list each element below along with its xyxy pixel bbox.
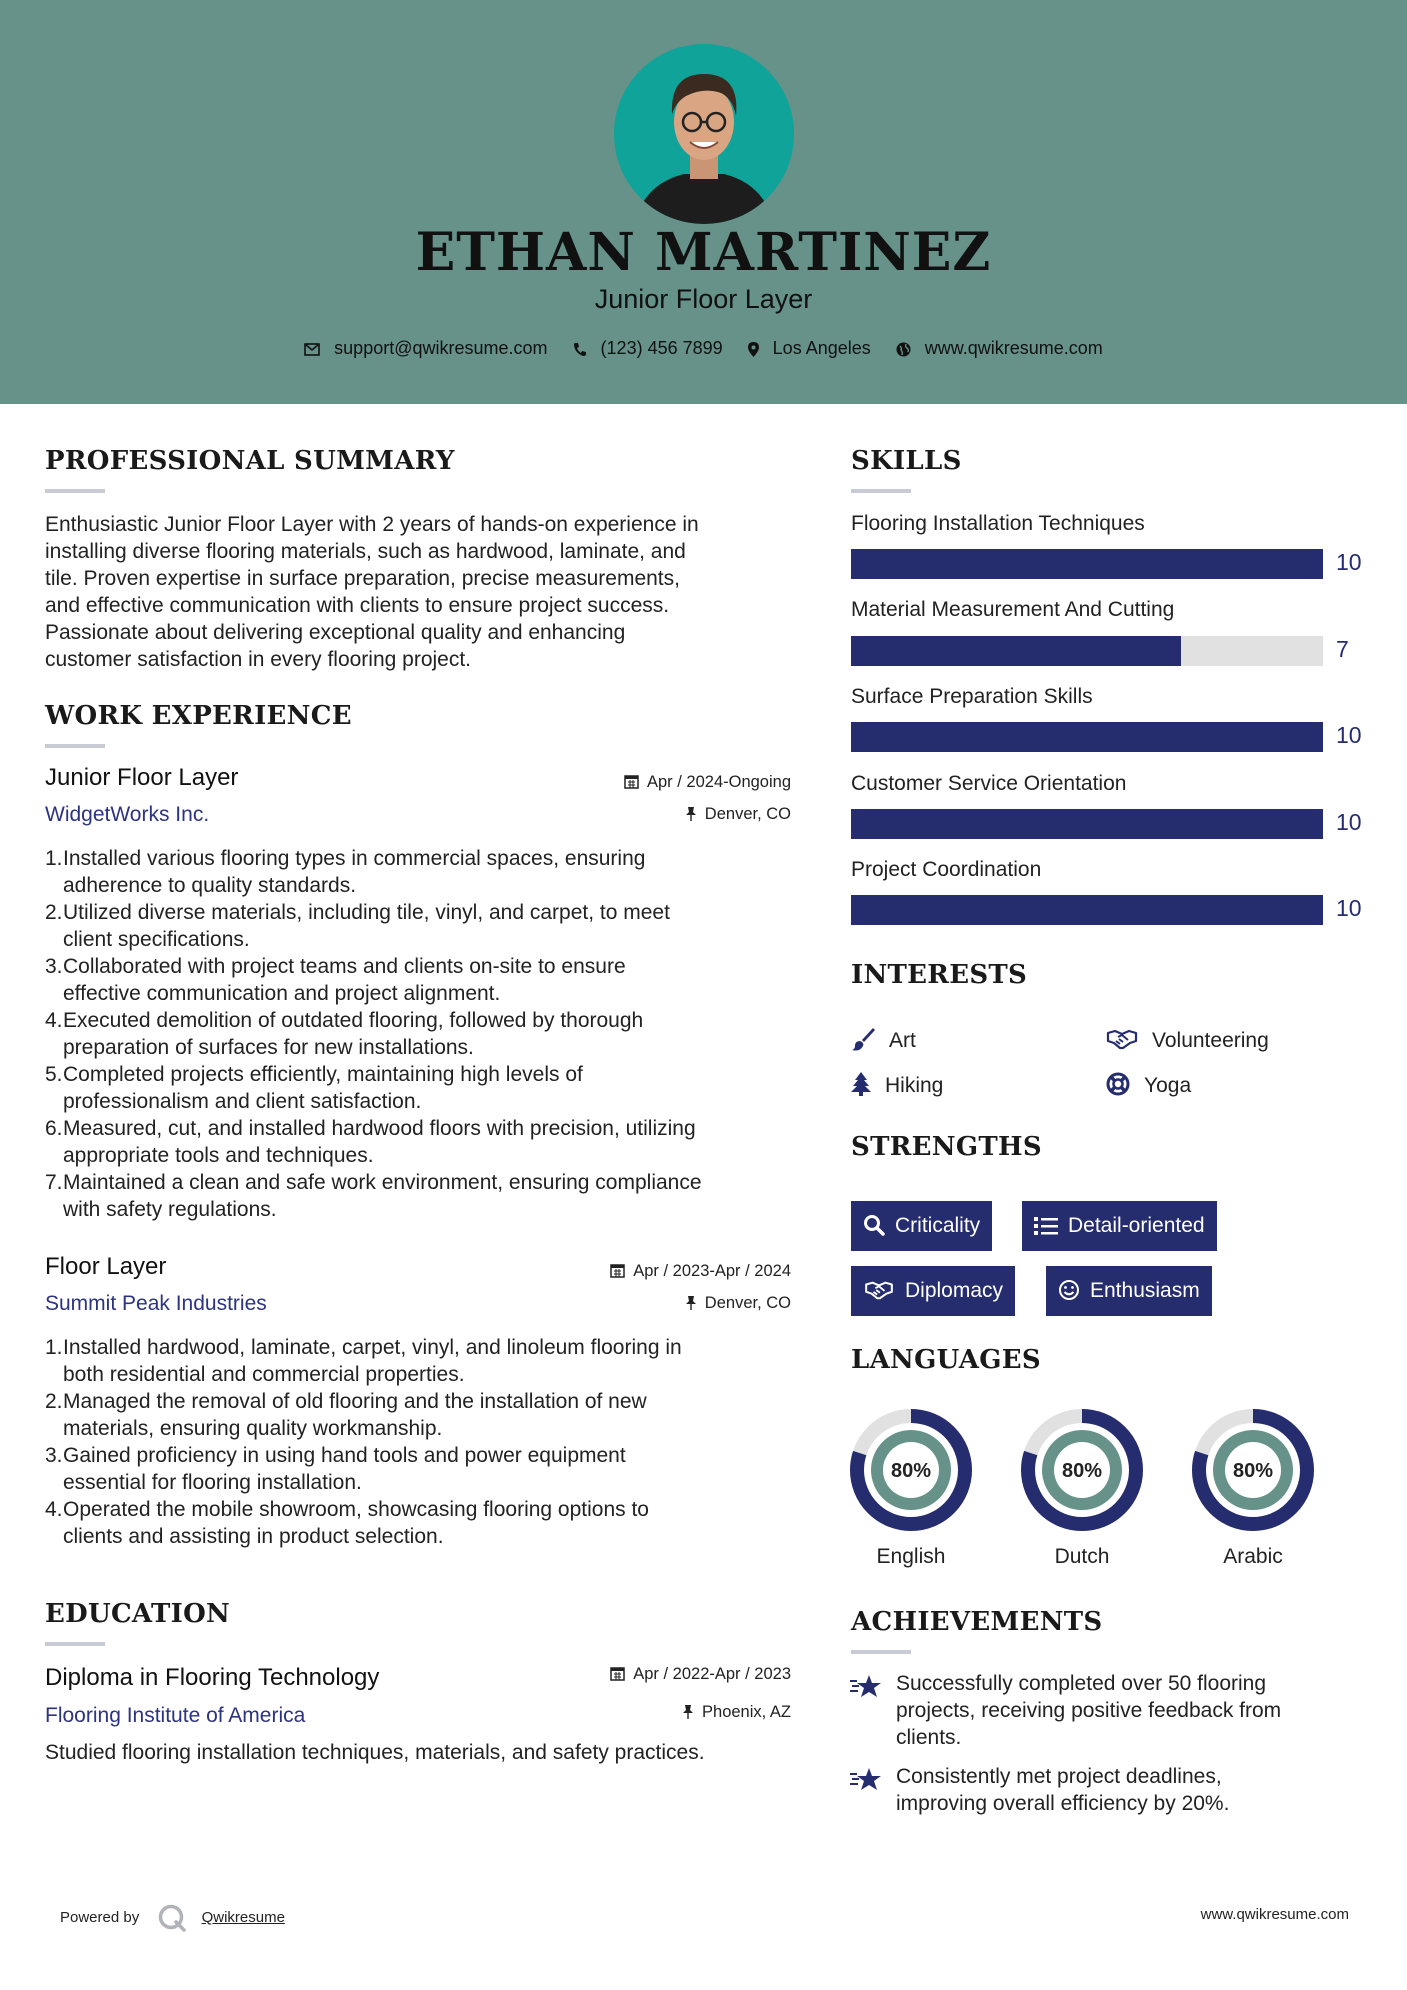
achievement-item — [896, 1670, 1281, 1751]
list-number: 4. — [45, 1009, 63, 1032]
calendar-icon — [610, 1666, 625, 1681]
envelope-icon — [304, 343, 320, 356]
list-line: both residential and commercial properties. — [63, 1363, 465, 1386]
skill-label: Flooring Installation Techniques — [851, 512, 1145, 535]
achievement-line: improving overall efficiency by 20%. — [896, 1792, 1230, 1815]
achievements-heading: ACHIEVEMENTS — [851, 1607, 1103, 1637]
education-description: Studied flooring installation techniques, materials, and safety practices. — [45, 1741, 705, 1764]
job-location — [685, 805, 791, 824]
language-ring — [850, 1409, 972, 1531]
degree-title: Diploma in Flooring Technology — [45, 1664, 380, 1691]
skill-bar-fill — [851, 722, 1323, 752]
list-line: preparation of surfaces for new installations. — [63, 1036, 474, 1059]
ring-label: 80% — [1061, 1460, 1103, 1482]
location-text: Los Angeles — [772, 337, 871, 358]
skill-value: 10 — [1336, 722, 1362, 748]
interest-item — [851, 1072, 943, 1098]
footer-powered-by — [60, 1903, 285, 1933]
list-line: Operated the mobile showroom, showcasing flooring options to — [63, 1498, 649, 1521]
brand-link[interactable]: Qwikresume — [201, 1908, 285, 1926]
job-title: Floor Layer — [45, 1253, 167, 1280]
summary-line: customer satisfaction in every flooring project. — [45, 648, 472, 671]
ring-label: 80% — [890, 1460, 932, 1482]
skill-value: 10 — [1336, 809, 1362, 835]
list-number: 5. — [45, 1063, 63, 1086]
phone-icon — [573, 342, 587, 357]
phone-text: (123) 456 7899 — [600, 337, 723, 358]
strengths-heading: STRENGTHS — [851, 1132, 1042, 1162]
list-line: with safety regulations. — [63, 1198, 277, 1221]
lifebuoy-icon — [1106, 1072, 1130, 1096]
skill-bar-fill — [851, 636, 1181, 666]
list-number: 7. — [45, 1171, 63, 1194]
education-location-text: Phoenix, AZ — [702, 1703, 791, 1721]
list-line: Maintained a clean and safe work environment, ensuring compliance — [63, 1171, 702, 1194]
summary-line: Enthusiastic Junior Floor Layer with 2 years of hands-on experience in — [45, 513, 699, 536]
skill-value: 10 — [1336, 895, 1362, 921]
school-name: Flooring Institute of America — [45, 1704, 306, 1727]
handshake-icon — [863, 1279, 895, 1301]
job-location — [685, 1294, 791, 1313]
education-location — [682, 1703, 791, 1722]
job-location-text: Denver, CO — [704, 805, 791, 823]
summary-line: Passionate about delivering exceptional quality and enhancing — [45, 621, 626, 644]
calendar-icon — [624, 774, 639, 789]
language-name: Arabic — [1223, 1545, 1283, 1568]
contact-location — [748, 338, 871, 359]
strength-badge — [851, 1266, 1015, 1316]
job-dates-text: Apr / 2023-Apr / 2024 — [633, 1262, 791, 1280]
language-name: Dutch — [1054, 1545, 1110, 1568]
skill-bar — [851, 549, 1323, 579]
search-icon — [863, 1214, 885, 1236]
candidate-name: ETHAN MARTINEZ — [415, 222, 992, 283]
education-heading: EDUCATION — [45, 1599, 231, 1629]
interest-item — [1106, 1027, 1269, 1053]
pushpin-icon — [685, 1295, 697, 1310]
interest-label: Yoga — [1144, 1074, 1192, 1097]
footer-website[interactable]: www.qwikresume.com — [1200, 1906, 1349, 1923]
powered-by-text: Powered by — [60, 1908, 140, 1926]
star-icon — [849, 1673, 883, 1701]
skill-bar-fill — [851, 809, 1323, 839]
list-item — [45, 1061, 823, 1115]
list-line: essential for flooring installation. — [63, 1471, 362, 1494]
list-item — [45, 1388, 823, 1442]
languages-heading: LANGUAGES — [851, 1345, 1041, 1375]
list-line: Installed hardwood, laminate, carpet, vinyl, and linoleum flooring in — [63, 1336, 682, 1359]
achievement-line: Successfully completed over 50 flooring — [896, 1672, 1267, 1695]
list-line: Measured, cut, and installed hardwood floors with precision, utilizing — [63, 1117, 696, 1140]
job-dates-text: Apr / 2024-Ongoing — [646, 773, 791, 791]
list-number: 4. — [45, 1498, 63, 1521]
interest-item — [851, 1027, 916, 1053]
job-dates — [624, 773, 791, 792]
email-text: support@qwikresume.com — [334, 337, 548, 358]
website-text: www.qwikresume.com — [924, 337, 1103, 358]
skills-heading: SKILLS — [851, 446, 962, 476]
list-item — [45, 899, 823, 953]
list-number: 1. — [45, 1336, 63, 1359]
handshake-icon — [1106, 1027, 1138, 1051]
experience-divider — [45, 744, 105, 748]
summary-line: tile. Proven expertise in surface preparation, precise measurements, — [45, 567, 680, 590]
skill-bar-fill — [851, 895, 1323, 925]
strength-badge — [1022, 1201, 1217, 1251]
strength-label: Enthusiasm — [1090, 1279, 1200, 1302]
list-line: Managed the removal of old flooring and the installation of new — [63, 1390, 647, 1413]
skill-label: Project Coordination — [851, 858, 1042, 881]
summary-text — [45, 511, 699, 673]
achievement-line: Consistently met project deadlines, — [896, 1765, 1222, 1788]
summary-divider — [45, 489, 105, 493]
skill-label: Customer Service Orientation — [851, 772, 1127, 795]
list-item — [45, 1334, 823, 1388]
skill-bar — [851, 809, 1323, 839]
list-line: Collaborated with project teams and clients on-site to ensure — [63, 955, 626, 978]
list-line: adherence to quality standards. — [63, 874, 357, 897]
skill-bar — [851, 636, 1323, 666]
skill-value: 7 — [1336, 636, 1349, 662]
list-line: materials, ensuring quality workmanship. — [63, 1417, 443, 1440]
list-item — [45, 1169, 823, 1223]
list-line: professionalism and client satisfaction. — [63, 1090, 422, 1113]
list-number: 6. — [45, 1117, 63, 1140]
smile-icon — [1058, 1279, 1080, 1301]
summary-line: installing diverse flooring materials, such as hardwood, laminate, and — [45, 540, 686, 563]
interest-label: Art — [889, 1029, 916, 1052]
list-item — [45, 953, 823, 1007]
experience-heading: WORK EXPERIENCE — [45, 701, 352, 731]
job-dates — [610, 1262, 791, 1281]
list-line: Completed projects efficiently, maintaining high levels of — [63, 1063, 583, 1086]
list-line: Executed demolition of outdated flooring, followed by thorough — [63, 1009, 644, 1032]
list-line: appropriate tools and techniques. — [63, 1144, 374, 1167]
skills-divider — [851, 489, 911, 493]
interest-item — [1106, 1072, 1191, 1098]
language-ring — [1192, 1409, 1314, 1531]
list-line: client specifications. — [63, 928, 250, 951]
strength-badge — [851, 1201, 992, 1251]
skill-label: Material Measurement And Cutting — [851, 598, 1175, 621]
job-title: Junior Floor Layer — [45, 764, 239, 791]
list-item — [45, 1496, 823, 1550]
list-number: 2. — [45, 901, 63, 924]
qwikresume-logo-icon — [157, 1903, 187, 1933]
list-number: 3. — [45, 955, 63, 978]
achievement-line: clients. — [896, 1726, 962, 1749]
job-responsibilities — [45, 1334, 823, 1550]
map-pin-icon — [748, 342, 759, 357]
achievement-line: projects, receiving positive feedback from — [896, 1699, 1282, 1722]
list-item — [45, 845, 823, 899]
summary-line: and effective communication with clients to ensure project success. — [45, 594, 670, 617]
list-line: Utilized diverse materials, including tile, vinyl, and carpet, to meet — [63, 901, 670, 924]
list-line: Installed various flooring types in commercial spaces, ensuring — [63, 847, 646, 870]
calendar-icon — [610, 1263, 625, 1278]
list-number: 3. — [45, 1444, 63, 1467]
tree-icon — [851, 1072, 871, 1096]
strength-label: Diplomacy — [905, 1279, 1004, 1302]
contact-website[interactable] — [896, 338, 1103, 359]
candidate-title: Junior Floor Layer — [594, 284, 813, 314]
strength-label: Detail-oriented — [1068, 1214, 1205, 1237]
interests-heading: INTERESTS — [851, 960, 1028, 990]
list-item — [45, 1442, 823, 1496]
language-name: English — [876, 1545, 946, 1568]
skill-bar-fill — [851, 549, 1323, 579]
contact-phone[interactable] — [573, 338, 723, 359]
profile-photo — [614, 44, 794, 224]
skill-bar — [851, 722, 1323, 752]
skill-bar — [851, 895, 1323, 925]
interest-label: Volunteering — [1152, 1029, 1269, 1052]
job-location-text: Denver, CO — [704, 1294, 791, 1312]
achievement-item — [896, 1763, 1229, 1817]
education-divider — [45, 1642, 105, 1646]
list-line: Gained proficiency in using hand tools and power equipment — [63, 1444, 626, 1467]
list-icon — [1034, 1216, 1058, 1236]
skill-label: Surface Preparation Skills — [851, 685, 1093, 708]
company-name: WidgetWorks Inc. — [45, 803, 210, 826]
strength-badge — [1046, 1266, 1212, 1316]
pushpin-icon — [685, 806, 697, 821]
strength-label: Criticality — [895, 1214, 981, 1237]
list-item — [45, 1115, 823, 1169]
resume-header — [0, 0, 1407, 404]
pushpin-icon — [682, 1704, 694, 1719]
education-dates — [610, 1665, 791, 1684]
contact-bar — [0, 337, 1407, 359]
paintbrush-icon — [851, 1027, 875, 1051]
ring-label: 80% — [1232, 1460, 1274, 1482]
achievements-divider — [851, 1650, 911, 1654]
list-number: 2. — [45, 1390, 63, 1413]
company-name: Summit Peak Industries — [45, 1292, 267, 1315]
job-responsibilities — [45, 845, 823, 1223]
globe-icon — [896, 342, 911, 357]
interest-label: Hiking — [885, 1074, 944, 1097]
language-ring — [1021, 1409, 1143, 1531]
star-icon — [849, 1766, 883, 1794]
list-line: clients and assisting in product selection. — [63, 1525, 444, 1548]
education-dates-text: Apr / 2022-Apr / 2023 — [633, 1665, 791, 1683]
summary-heading: PROFESSIONAL SUMMARY — [45, 446, 455, 476]
list-item — [45, 1007, 823, 1061]
contact-email[interactable] — [304, 338, 547, 359]
skill-value: 10 — [1336, 549, 1362, 575]
list-number: 1. — [45, 847, 63, 870]
list-line: effective communication and project alignment. — [63, 982, 501, 1005]
